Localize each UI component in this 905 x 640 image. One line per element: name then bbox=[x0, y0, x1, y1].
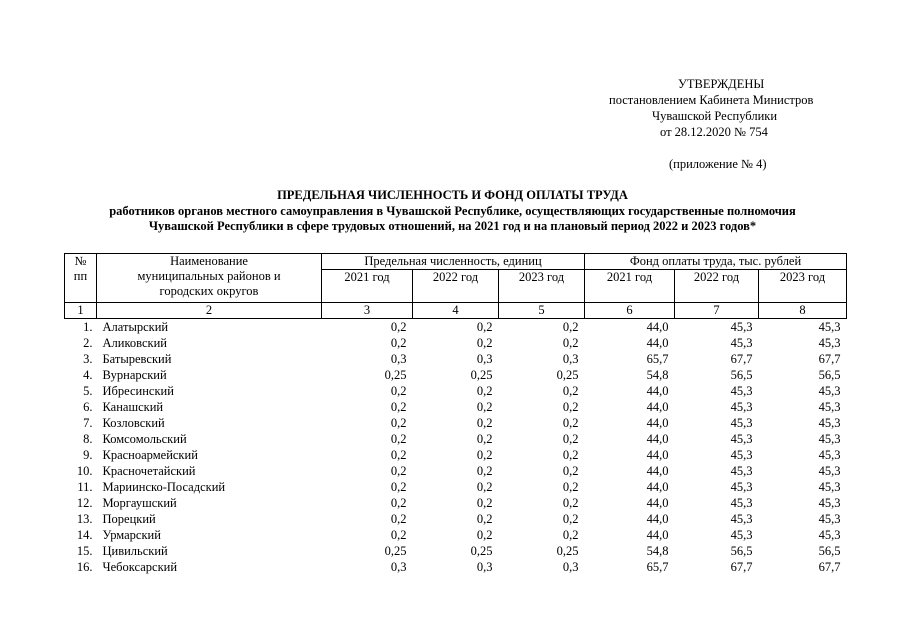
fund-2022: 56,5 bbox=[730, 544, 753, 558]
fund-2023: 45,3 bbox=[818, 448, 841, 462]
district-name: Вурнарский bbox=[102, 368, 167, 382]
approval-title: УТВЕРЖДЕНЫ bbox=[678, 77, 765, 91]
fund-2021: 44,0 bbox=[646, 400, 669, 414]
table-row bbox=[65, 559, 847, 575]
table-row bbox=[65, 495, 847, 511]
count-2022: 0,2 bbox=[476, 448, 493, 462]
count-2022: 0,3 bbox=[476, 560, 493, 574]
row-number: 13. bbox=[76, 512, 93, 526]
fund-2021: 44,0 bbox=[646, 448, 669, 462]
fund-2022: 45,3 bbox=[730, 432, 753, 446]
district-name: Красноармейский bbox=[102, 448, 198, 462]
table-row bbox=[65, 431, 847, 447]
fund-2022: 67,7 bbox=[730, 352, 753, 366]
header-count-2023: 2023 год bbox=[499, 270, 585, 303]
fund-2022: 67,7 bbox=[730, 560, 753, 574]
fund-2023: 45,3 bbox=[818, 336, 841, 350]
appendix-note: (приложение № 4) bbox=[669, 157, 767, 171]
count-2023: 0,3 bbox=[562, 560, 579, 574]
row-number: 14. bbox=[76, 528, 93, 542]
header-fund-group: Фонд оплаты труда, тыс. рублей bbox=[585, 254, 847, 270]
district-name: Батыревский bbox=[102, 352, 172, 366]
count-2022: 0,3 bbox=[476, 352, 493, 366]
row-number: 1. bbox=[83, 320, 93, 334]
count-2022: 0,2 bbox=[476, 416, 493, 430]
fund-2021: 44,0 bbox=[646, 464, 669, 478]
district-name: Моргаушский bbox=[102, 496, 177, 510]
fund-2022: 45,3 bbox=[730, 480, 753, 494]
table-row bbox=[65, 415, 847, 431]
fund-2023: 45,3 bbox=[818, 400, 841, 414]
count-2021: 0,2 bbox=[390, 384, 407, 398]
fund-2023: 45,3 bbox=[818, 480, 841, 494]
district-name: Алатырский bbox=[102, 320, 169, 334]
index-cell: 5 bbox=[499, 303, 585, 319]
row-number: 4. bbox=[83, 368, 93, 382]
fund-2021: 44,0 bbox=[646, 336, 669, 350]
district-name: Порецкий bbox=[102, 512, 156, 526]
count-2022: 0,2 bbox=[476, 480, 493, 494]
count-2023: 0,2 bbox=[562, 336, 579, 350]
fund-2021: 44,0 bbox=[646, 480, 669, 494]
fund-2023: 56,5 bbox=[818, 368, 841, 382]
fund-2023: 45,3 bbox=[818, 496, 841, 510]
row-number: 12. bbox=[76, 496, 93, 510]
approval-line-2: Чувашской Республики bbox=[652, 109, 778, 123]
row-number: 10. bbox=[76, 464, 93, 478]
table-row bbox=[65, 447, 847, 463]
table-row bbox=[65, 543, 847, 559]
count-2021: 0,2 bbox=[390, 432, 407, 446]
count-2023: 0,2 bbox=[562, 448, 579, 462]
district-name: Козловский bbox=[102, 416, 165, 430]
header-name-line-3: городских округов bbox=[159, 284, 259, 298]
fund-2021: 44,0 bbox=[646, 384, 669, 398]
count-2023: 0,2 bbox=[562, 496, 579, 510]
row-number: 11. bbox=[77, 480, 93, 494]
count-2022: 0,2 bbox=[476, 464, 493, 478]
table-row bbox=[65, 367, 847, 383]
row-number: 7. bbox=[83, 416, 93, 430]
fund-2022: 56,5 bbox=[730, 368, 753, 382]
fund-2021: 44,0 bbox=[646, 432, 669, 446]
fund-2023: 45,3 bbox=[818, 384, 841, 398]
row-number: 8. bbox=[83, 432, 93, 446]
fund-2022: 45,3 bbox=[730, 320, 753, 334]
document-heading bbox=[0, 188, 905, 235]
count-2022: 0,2 bbox=[476, 528, 493, 542]
fund-2022: 45,3 bbox=[730, 448, 753, 462]
district-name: Аликовский bbox=[102, 336, 167, 350]
fund-2022: 45,3 bbox=[730, 416, 753, 430]
count-2023: 0,25 bbox=[556, 544, 579, 558]
header-no bbox=[65, 254, 97, 303]
fund-2022: 45,3 bbox=[730, 512, 753, 526]
data-table bbox=[64, 253, 847, 575]
count-2022: 0,25 bbox=[470, 368, 493, 382]
count-2021: 0,2 bbox=[390, 464, 407, 478]
district-name: Комсомольский bbox=[102, 432, 187, 446]
fund-2021: 44,0 bbox=[646, 512, 669, 526]
fund-2023: 67,7 bbox=[818, 560, 841, 574]
count-2022: 0,2 bbox=[476, 432, 493, 446]
count-2023: 0,2 bbox=[562, 480, 579, 494]
row-number: 15. bbox=[76, 544, 93, 558]
district-name: Красночетайский bbox=[102, 464, 196, 478]
count-2023: 0,2 bbox=[562, 400, 579, 414]
fund-2022: 45,3 bbox=[730, 496, 753, 510]
fund-2023: 45,3 bbox=[818, 528, 841, 542]
count-2021: 0,2 bbox=[390, 400, 407, 414]
count-2021: 0,2 bbox=[390, 496, 407, 510]
fund-2023: 45,3 bbox=[818, 320, 841, 334]
count-2021: 0,3 bbox=[390, 560, 407, 574]
header-fund-2022: 2022 год bbox=[675, 270, 759, 303]
approval-line-3: от 28.12.2020 № 754 bbox=[660, 125, 768, 139]
count-2021: 0,3 bbox=[390, 352, 407, 366]
count-2023: 0,25 bbox=[556, 368, 579, 382]
row-number: 16. bbox=[76, 560, 93, 574]
count-2021: 0,25 bbox=[384, 544, 407, 558]
count-2022: 0,25 bbox=[470, 544, 493, 558]
count-2021: 0,2 bbox=[390, 512, 407, 526]
table-row bbox=[65, 479, 847, 495]
row-number: 5. bbox=[83, 384, 93, 398]
count-2021: 0,2 bbox=[390, 448, 407, 462]
count-2021: 0,2 bbox=[390, 320, 407, 334]
fund-2022: 45,3 bbox=[730, 400, 753, 414]
fund-2022: 45,3 bbox=[730, 464, 753, 478]
document-title: ПРЕДЕЛЬНАЯ ЧИСЛЕННОСТЬ И ФОНД ОПЛАТЫ ТРУДА bbox=[277, 188, 628, 202]
table-row bbox=[65, 463, 847, 479]
row-number: 9. bbox=[83, 448, 93, 462]
row-number: 3. bbox=[83, 352, 93, 366]
table-row bbox=[65, 383, 847, 399]
header-count-group: Предельная численность, единиц bbox=[322, 254, 585, 270]
index-cell: 3 bbox=[322, 303, 413, 319]
index-cell: 4 bbox=[413, 303, 499, 319]
district-name: Канашский bbox=[102, 400, 164, 414]
header-name bbox=[97, 254, 322, 303]
count-2022: 0,2 bbox=[476, 496, 493, 510]
header-count-2022: 2022 год bbox=[413, 270, 499, 303]
header-fund-2021: 2021 год bbox=[585, 270, 675, 303]
fund-2021: 44,0 bbox=[646, 528, 669, 542]
index-cell: 6 bbox=[585, 303, 675, 319]
fund-2022: 45,3 bbox=[730, 384, 753, 398]
row-number: 6. bbox=[83, 400, 93, 414]
table-row bbox=[65, 527, 847, 543]
table-body bbox=[65, 319, 847, 576]
header-no-line-2: пп bbox=[73, 269, 88, 283]
header-name-line-2: муниципальных районов и bbox=[137, 269, 281, 283]
count-2023: 0,2 bbox=[562, 432, 579, 446]
header-count-2021: 2021 год bbox=[322, 270, 413, 303]
count-2023: 0,2 bbox=[562, 416, 579, 430]
fund-2021: 65,7 bbox=[646, 560, 669, 574]
count-2023: 0,2 bbox=[562, 464, 579, 478]
fund-2021: 65,7 bbox=[646, 352, 669, 366]
table-row bbox=[65, 399, 847, 415]
count-2023: 0,2 bbox=[562, 512, 579, 526]
fund-2021: 44,0 bbox=[646, 320, 669, 334]
count-2023: 0,2 bbox=[562, 528, 579, 542]
index-cell: 2 bbox=[97, 303, 322, 319]
document-subtitle-2: Чувашской Республики в сфере трудовых отношений, на 2021 год и на плановый период 2022 и 2023 годов* bbox=[148, 219, 757, 233]
fund-2023: 45,3 bbox=[818, 464, 841, 478]
fund-2023: 45,3 bbox=[818, 416, 841, 430]
fund-2022: 45,3 bbox=[730, 528, 753, 542]
district-name: Урмарский bbox=[102, 528, 161, 542]
index-cell: 8 bbox=[759, 303, 847, 319]
fund-2021: 54,8 bbox=[646, 368, 669, 382]
fund-2023: 45,3 bbox=[818, 432, 841, 446]
count-2021: 0,2 bbox=[390, 416, 407, 430]
fund-2023: 56,5 bbox=[818, 544, 841, 558]
count-2021: 0,25 bbox=[384, 368, 407, 382]
fund-2021: 54,8 bbox=[646, 544, 669, 558]
document-subtitle-1: работников органов местного самоуправления в Чувашской Республике, осуществляющих государственные полномочия bbox=[109, 203, 796, 218]
count-2023: 0,2 bbox=[562, 384, 579, 398]
fund-2023: 67,7 bbox=[818, 352, 841, 366]
count-2022: 0,2 bbox=[476, 320, 493, 334]
district-name: Мариинско-Посадский bbox=[102, 480, 226, 494]
index-cell: 1 bbox=[65, 303, 97, 319]
district-name: Чебоксарский bbox=[102, 560, 178, 574]
index-cell: 7 bbox=[675, 303, 759, 319]
table-row bbox=[65, 351, 847, 367]
table-row bbox=[65, 319, 847, 336]
count-2021: 0,2 bbox=[390, 528, 407, 542]
count-2021: 0,2 bbox=[390, 336, 407, 350]
row-number: 2. bbox=[83, 336, 93, 350]
header-fund-2023: 2023 год bbox=[759, 270, 847, 303]
fund-2022: 45,3 bbox=[730, 336, 753, 350]
count-2023: 0,2 bbox=[562, 320, 579, 334]
table-row bbox=[65, 511, 847, 527]
approval-block bbox=[560, 76, 900, 172]
fund-2021: 44,0 bbox=[646, 416, 669, 430]
count-2022: 0,2 bbox=[476, 400, 493, 414]
approval-line-1: постановлением Кабинета Министров bbox=[609, 93, 814, 107]
count-2023: 0,3 bbox=[562, 352, 579, 366]
count-2021: 0,2 bbox=[390, 480, 407, 494]
header-no-line-1: № bbox=[74, 254, 87, 268]
fund-2023: 45,3 bbox=[818, 512, 841, 526]
district-name: Цивильский bbox=[102, 544, 168, 558]
count-2022: 0,2 bbox=[476, 336, 493, 350]
count-2022: 0,2 bbox=[476, 384, 493, 398]
fund-2021: 44,0 bbox=[646, 496, 669, 510]
header-name-line-1: Наименование bbox=[170, 254, 248, 268]
district-name: Ибресинский bbox=[102, 384, 174, 398]
count-2022: 0,2 bbox=[476, 512, 493, 526]
table-row bbox=[65, 335, 847, 351]
